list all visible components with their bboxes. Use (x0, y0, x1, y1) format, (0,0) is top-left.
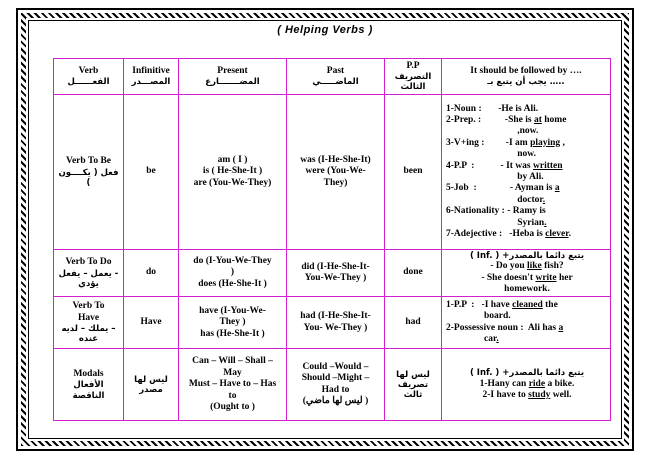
example-text: a bike. (545, 378, 575, 389)
example-line (446, 195, 608, 206)
example-text: 7-Adejective : -Heba is (446, 228, 546, 239)
present-cell (179, 250, 287, 297)
underlined-word: a (558, 322, 564, 333)
table-row (54, 250, 611, 297)
underlined-word: study (528, 389, 551, 400)
example-text: homework. (504, 283, 550, 294)
cell-line: is ( He-She-It ) (202, 166, 263, 177)
example-text: . (568, 228, 571, 239)
cell-line: You- We-They ) (303, 322, 368, 333)
header-past: Past الماضـــــي (287, 59, 385, 95)
verb-cell: Verb To Be فعل ( يكــــون ) (54, 95, 124, 250)
example-text: - She doesn't (481, 272, 536, 283)
example-text: Syrian (446, 217, 545, 228)
example-line (446, 161, 608, 172)
cell-line: Could –Would – (302, 362, 369, 373)
example-line (446, 379, 608, 390)
past-cell (287, 95, 385, 250)
follow-cell (442, 297, 611, 349)
underlined-word: . (542, 194, 546, 205)
underlined-word: like (526, 261, 542, 272)
present-cell (179, 95, 287, 250)
example-line (446, 104, 608, 115)
example-text: car (446, 334, 497, 345)
follow-cell: ( Inf. ) +يتبع دائما بالمصدر - Do you like fish? - She doesn't write her homework. (442, 250, 611, 297)
infinitive-cell: ليس لها مصدر (124, 349, 179, 421)
example-line (446, 172, 608, 183)
example-line (446, 115, 608, 126)
pp-cell: ليس لها تصريف ثالث (385, 349, 442, 421)
table-header-row (54, 59, 611, 95)
past-cell (287, 250, 385, 297)
cell-line: did (I-He-She-It- (301, 261, 370, 272)
table-row (54, 349, 611, 421)
underlined-word: . (544, 217, 547, 228)
example-text: - Do you (490, 261, 527, 272)
past-cell (287, 297, 385, 349)
example-text: the (542, 300, 558, 311)
underlined-word: cleaned (512, 300, 543, 311)
cell-line: do (I-You-We-They (193, 256, 272, 267)
underlined-word: at (533, 115, 542, 126)
cell-line: They) (323, 177, 348, 188)
example-line (446, 261, 608, 272)
page-title: ( Helping Verbs ) (277, 24, 373, 36)
example-text: 2-Possessive noun : Ali has (446, 322, 559, 333)
present-cell (179, 297, 287, 349)
table-row (54, 297, 611, 349)
cell-line: Should –Might – (301, 373, 370, 384)
example-line (446, 273, 608, 284)
underlined-word: ride (528, 378, 546, 389)
header-infinitive: Infinitive المصـــدر (124, 59, 179, 95)
underlined-word: write (535, 272, 557, 283)
cell-line: to (228, 390, 237, 401)
cell-line: (ليس لها ماضي ) (302, 396, 369, 407)
infinitive-cell: do (124, 250, 179, 297)
follow-cell: ( Inf. ) +يتبع دائما بالمصدر 1-Hany can ride a bike. 2-I have to study well. (442, 349, 611, 421)
cell-line: were (You-We- (305, 166, 366, 177)
example-line (446, 218, 608, 229)
cell-line: Must – Have to – Has (188, 379, 277, 390)
example-text: well. (550, 389, 572, 400)
cell-line: have (I-You-We- (199, 305, 266, 316)
example-text: doctor (446, 194, 543, 205)
example-line (446, 334, 608, 345)
cell-line: does (He-She-It ) (198, 278, 267, 289)
past-cell (287, 349, 385, 421)
present-cell (179, 349, 287, 421)
cell-line: has (He-She-It ) (200, 328, 265, 339)
example-line (446, 149, 608, 160)
example-text: 3-V+ing : -I am (446, 137, 531, 148)
example-line (446, 229, 608, 240)
example-text: , (560, 137, 565, 148)
example-text: 1-P.P : -I have (446, 300, 513, 311)
underlined-word: clever (545, 228, 569, 239)
example-line (446, 206, 608, 217)
cell-line: May (223, 367, 242, 378)
example-text: fish? (541, 261, 564, 272)
example-text: 6-Nationality : - Ramy is (446, 206, 546, 217)
example-text: now. (446, 149, 536, 160)
cell-line: ) (230, 267, 235, 278)
cell-line: Had to (321, 384, 350, 395)
example-text: 5-Job : - Ayman is (446, 183, 555, 194)
header-pp: P.P التصريف الثالث (385, 59, 442, 95)
cell-line: are (You-We-They) (193, 177, 272, 188)
example-line (446, 284, 608, 295)
example-text: by Ali. (446, 172, 544, 182)
example-text: ,now. (446, 126, 539, 137)
cell-line: Can – Will – Shall – (192, 356, 273, 367)
cell-line: (Ought to ) (210, 401, 255, 412)
example-line (446, 390, 608, 401)
example-text: 1-Noun : -He is Ali. (446, 103, 539, 114)
example-text: 4-P.P : - It was (446, 160, 533, 171)
underlined-word: playing (530, 137, 561, 148)
header-present: Present المضـــــــارع (179, 59, 287, 95)
header-verb: Verb الفعــــــل (54, 59, 124, 95)
example-line (446, 300, 608, 311)
table-row (54, 95, 611, 250)
pp-cell: done (385, 250, 442, 297)
example-text: her (556, 272, 573, 283)
header-follow: It should be followed by …. يجب أن يتبع بـ ….. (442, 59, 611, 95)
pp-cell: been (385, 95, 442, 250)
cell-line: was (I-He-She-It) (300, 154, 371, 165)
helping-verbs-table (53, 58, 611, 421)
cell-line: am ( I ) (217, 154, 248, 165)
verb-cell: Verb To Have يملك – لديه – عنده (54, 297, 124, 349)
example-text: 2-Prep. : -She is (446, 115, 534, 126)
cell-line: had (I-He-She-It- (300, 311, 371, 322)
cell-line: They ) (219, 317, 246, 328)
cell-line: You-We-They ) (304, 273, 367, 284)
example-text: 1-Hany can (479, 378, 529, 389)
example-line (446, 138, 608, 149)
pp-cell: had (385, 297, 442, 349)
infinitive-cell: Have (124, 297, 179, 349)
example-line (446, 126, 608, 137)
infinitive-cell: be (124, 95, 179, 250)
example-text: board. (446, 311, 511, 322)
underlined-word: . (496, 334, 499, 345)
example-text: home (541, 115, 567, 126)
underlined-word: written (533, 160, 563, 171)
example-line (446, 323, 608, 334)
underlined-word: a (554, 183, 560, 194)
example-text: 2-I have to (482, 389, 529, 400)
verb-cell: Modals الأفعال الناقصة (54, 349, 124, 421)
example-line (446, 311, 608, 322)
follow-cell (442, 95, 611, 250)
verb-cell: Verb To Do يعمل – يفعل - يؤدي (54, 250, 124, 297)
example-line (446, 183, 608, 194)
